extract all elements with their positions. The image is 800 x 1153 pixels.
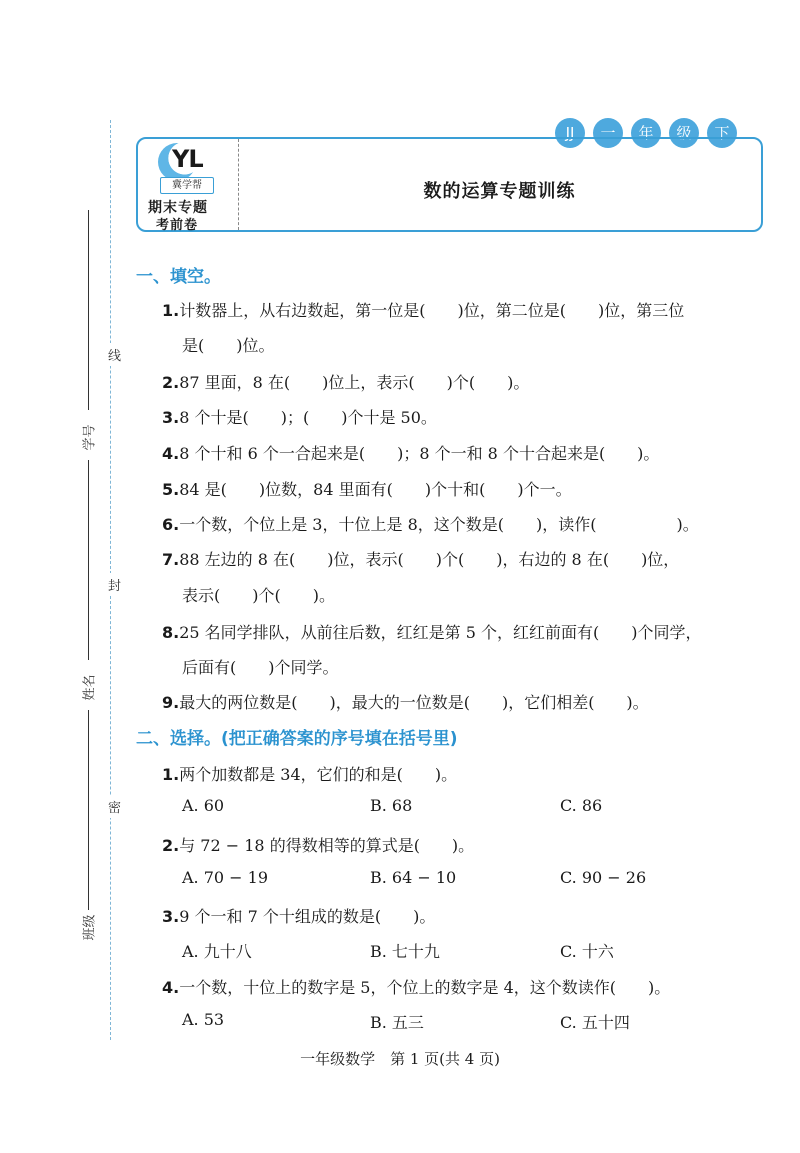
option-b: B. 68: [370, 796, 413, 815]
class-label: 班级: [82, 914, 98, 941]
question-number: 2.: [162, 836, 180, 855]
page-footer: 一年级数学 第 1 页(共 4 页): [300, 1050, 500, 1068]
logo-badge: 冀学帮: [160, 177, 214, 194]
question-number: 4.: [162, 444, 180, 463]
question-text: 9 个一和 7 个十组成的数是( )。: [179, 907, 436, 926]
binding-word-secret: 密: [108, 795, 121, 818]
question-number: 7.: [162, 550, 180, 569]
question-2: [162, 370, 529, 393]
question-text: 8 个十是( )；( )个十是 50。: [179, 408, 437, 427]
logo-area: [138, 139, 239, 233]
grade-pill: 下: [707, 118, 737, 148]
choice-question-4: [162, 975, 670, 998]
logo-subtitle-2: 考前卷: [156, 218, 199, 233]
binding-word-line: 线: [108, 343, 121, 366]
option-a: A. 九十八: [182, 942, 252, 961]
question-8: [162, 620, 702, 643]
question-6: [162, 512, 699, 535]
question-1-cont: 是( )位。: [182, 336, 275, 355]
header-box: [136, 137, 763, 232]
question-4: [162, 441, 659, 464]
question-text: 两个加数都是 34，它们的和是( )。: [179, 765, 458, 784]
question-text: 计数器上，从右边数起，第一位是( )位，第二位是( )位，第三位: [179, 301, 685, 320]
question-8-cont: 后面有( )个同学。: [182, 658, 339, 677]
question-number: 3.: [162, 907, 180, 926]
question-text: 8 个十和 6 个一合起来是( )；8 个一和 8 个十合起来是( )。: [179, 444, 660, 463]
question-number: 6.: [162, 515, 180, 534]
question-text: 一个数，个位上是 3，十位上是 8，这个数是( )，读作( )。: [179, 515, 699, 534]
student-name-rule-bottom: [88, 710, 89, 910]
question-number: 1.: [162, 765, 180, 784]
question-number: 5.: [162, 480, 180, 499]
question-text: 最大的两位数是( )，最大的一位数是( )，它们相差( )。: [179, 693, 649, 712]
option-b: B. 七十九: [370, 942, 440, 961]
grade-pill: 级: [669, 118, 699, 148]
option-c: C. 五十四: [560, 1013, 630, 1032]
logo-text: YL: [172, 145, 203, 173]
option-b: B. 64 − 10: [370, 868, 457, 887]
question-number: 9.: [162, 693, 180, 712]
question-5: [162, 477, 572, 500]
page-title: 数的运算专题训练: [423, 181, 576, 202]
question-number: 2.: [162, 373, 180, 392]
section-heading-fill: 一、填空。: [136, 267, 221, 287]
grade-pill: 一: [593, 118, 623, 148]
question-number: 4.: [162, 978, 180, 997]
option-a: A. 53: [182, 1010, 225, 1029]
option-a: A. 70 − 19: [182, 868, 269, 887]
question-number: 8.: [162, 623, 180, 642]
question-1: [162, 298, 684, 321]
question-text: 88 左边的 8 在( )位，表示( )个( )，右边的 8 在( )位，: [179, 550, 680, 569]
student-name-rule-top: [88, 460, 89, 660]
question-text: 87 里面，8 在( )位上，表示( )个( )。: [179, 373, 530, 392]
logo-subtitle: 期末专题: [148, 200, 208, 216]
question-text: 84 是( )位数，84 里面有( )个十和( )个一。: [179, 480, 572, 499]
option-b: B. 五三: [370, 1013, 424, 1032]
option-c: C. 十六: [560, 942, 614, 961]
option-c: C. 86: [560, 796, 603, 815]
question-text: 与 72 − 18 的得数相等的算式是( )。: [179, 836, 475, 855]
student-name-label: 姓名: [82, 674, 98, 701]
option-c: C. 90 − 26: [560, 868, 647, 887]
section-heading-choice: 二、选择。(把正确答案的序号填在括号里): [136, 729, 458, 749]
grade-pill: 年: [631, 118, 661, 148]
question-number: 1.: [162, 301, 180, 320]
student-id-rule: [88, 210, 89, 410]
student-id-label: 学号: [82, 424, 98, 451]
question-text: 25 名同学排队，从前往后数，红红是第 5 个，红红前面有( )个同学，: [179, 623, 702, 642]
binding-word-seal: 封: [108, 573, 121, 596]
question-7: [162, 547, 679, 570]
choice-question-3: [162, 904, 435, 927]
question-7-cont: 表示( )个( )。: [182, 586, 335, 605]
option-a: A. 60: [182, 796, 225, 815]
choice-question-1: [162, 762, 457, 785]
question-9: [162, 690, 649, 713]
grade-pill: JJ: [555, 118, 585, 148]
choice-question-2: [162, 833, 474, 856]
question-text: 一个数，十位上的数字是 5，个位上的数字是 4，这个数读作( )。: [179, 978, 671, 997]
question-3: [162, 405, 437, 428]
question-number: 3.: [162, 408, 180, 427]
